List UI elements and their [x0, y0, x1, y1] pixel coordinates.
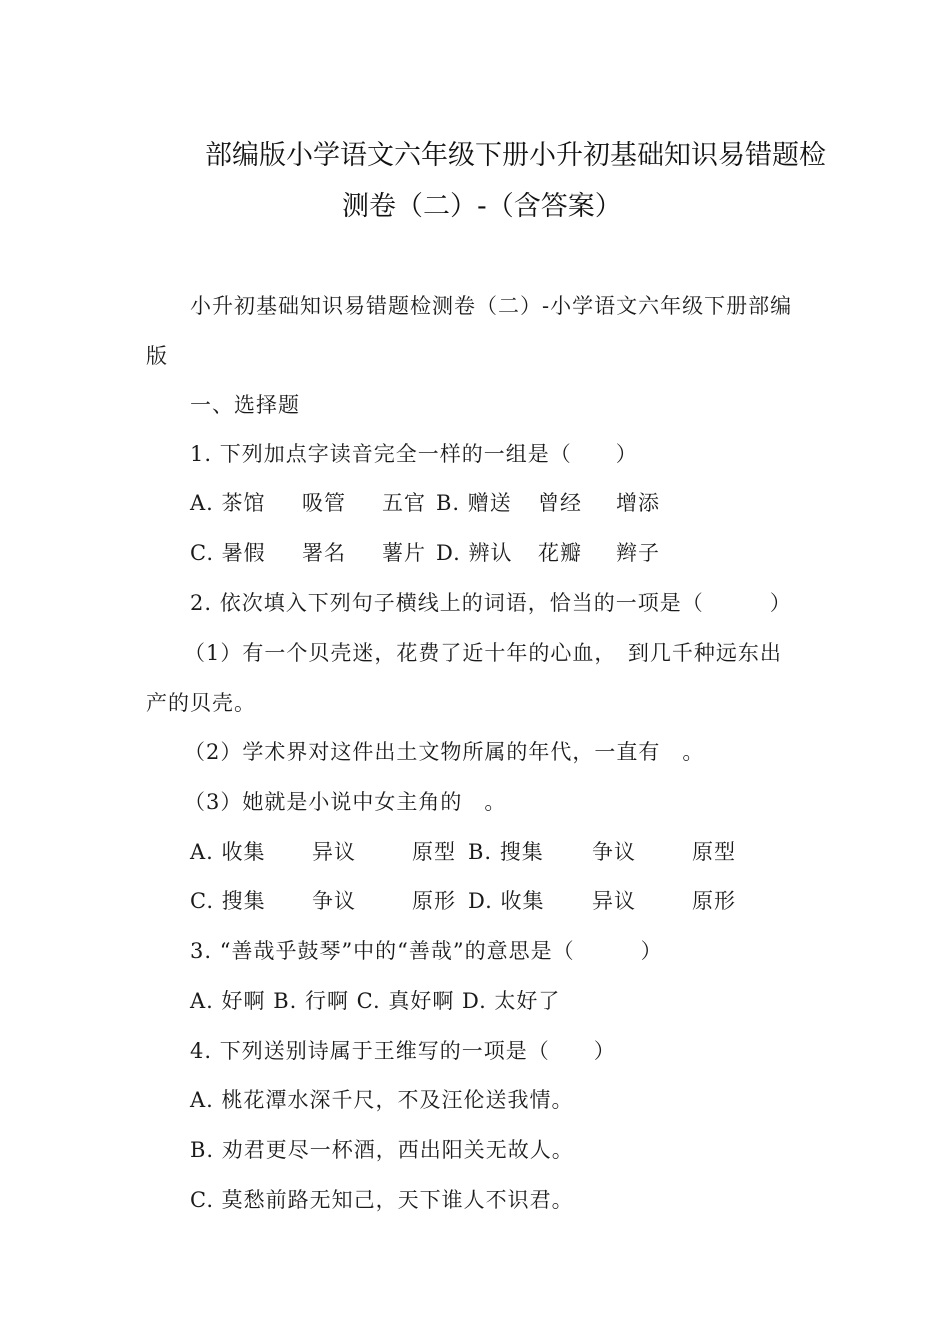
document-title-line-2: 测卷（二）-（含答案）: [342, 191, 622, 222]
q4-option-c: C. 莫愁前路无知己，天下谁人不识君。: [190, 1188, 574, 1212]
q1-option-c-word2: 署名: [302, 541, 346, 565]
q1-option-a: A. 茶馆: [190, 491, 266, 515]
q4-stem: 4. 下列送别诗属于王维写的一项是（ ）: [190, 1039, 616, 1063]
q2-options-row-1: [190, 836, 736, 866]
q3-stem: 3. “善哉乎鼓琴”中的“善哉”的意思是（ ）: [190, 939, 663, 963]
intro-line-2: 版: [146, 344, 168, 368]
q1-option-d: D. 辨认: [436, 541, 513, 565]
q1-option-a-word3: 五官: [382, 491, 426, 515]
document-title-line-1: 部编版小学语文六年级下册小升初基础知识易错题检: [205, 140, 826, 171]
q1-options-row-1: [190, 487, 660, 517]
q4-option-b: B. 劝君更尽一杯酒，西出阳关无故人。: [190, 1138, 574, 1162]
q1-option-b-word2: 曾经: [538, 491, 582, 515]
q2-sentence-3: （3）她就是小说中女主角的 。: [184, 790, 507, 814]
q2-sentence-1-line-1: （1）有一个贝壳迷，花费了近十年的心血， 到几千种远东出: [184, 641, 782, 665]
q2-options-row-2: [190, 885, 736, 915]
q2-sentence-1-line-2: 产的贝壳。: [146, 691, 256, 715]
q1-option-d-word2: 花瓣: [538, 541, 582, 565]
q2-option-d-word3: 原形: [692, 889, 736, 913]
q4-option-a: A. 桃花潭水深千尺，不及汪伦送我情。: [190, 1088, 574, 1112]
q2-option-d: D. 收集: [468, 889, 545, 913]
q1-option-c: C. 暑假: [190, 541, 266, 565]
q1-option-b: B. 赠送: [436, 491, 512, 515]
q2-option-c: C. 搜集: [190, 889, 266, 913]
q1-option-d-word3: 辫子: [616, 541, 660, 565]
q2-option-a-word3: 原型: [412, 840, 456, 864]
q1-options-row-2: [190, 537, 660, 567]
q1-option-b-word3: 增添: [616, 491, 660, 515]
q2-option-a: A. 收集: [190, 840, 266, 864]
q2-option-d-word2: 异议: [592, 889, 636, 913]
q3-options: A. 好啊 B. 行啊 C. 真好啊 D. 太好了: [190, 989, 561, 1013]
q1-option-a-word2: 吸管: [302, 491, 346, 515]
section-heading: 一、选择题: [190, 393, 300, 417]
intro-line-1: 小升初基础知识易错题检测卷（二）-小学语文六年级下册部编: [190, 294, 793, 318]
q2-option-b-word2: 争议: [592, 840, 636, 864]
q2-option-b-word3: 原型: [692, 840, 736, 864]
q2-option-b: B. 搜集: [468, 840, 544, 864]
q2-stem: 2. 依次填入下列句子横线上的词语，恰当的一项是（ ）: [190, 591, 792, 615]
q2-option-c-word3: 原形: [412, 889, 456, 913]
q2-option-c-word2: 争议: [312, 889, 356, 913]
q1-option-c-word3: 薯片: [382, 541, 426, 565]
q2-option-a-word2: 异议: [312, 840, 356, 864]
q2-sentence-2: （2）学术界对这件出土文物所属的年代，一直有 。: [184, 740, 705, 764]
q1-stem: 1. 下列加点字读音完全一样的一组是（ ）: [190, 442, 638, 466]
